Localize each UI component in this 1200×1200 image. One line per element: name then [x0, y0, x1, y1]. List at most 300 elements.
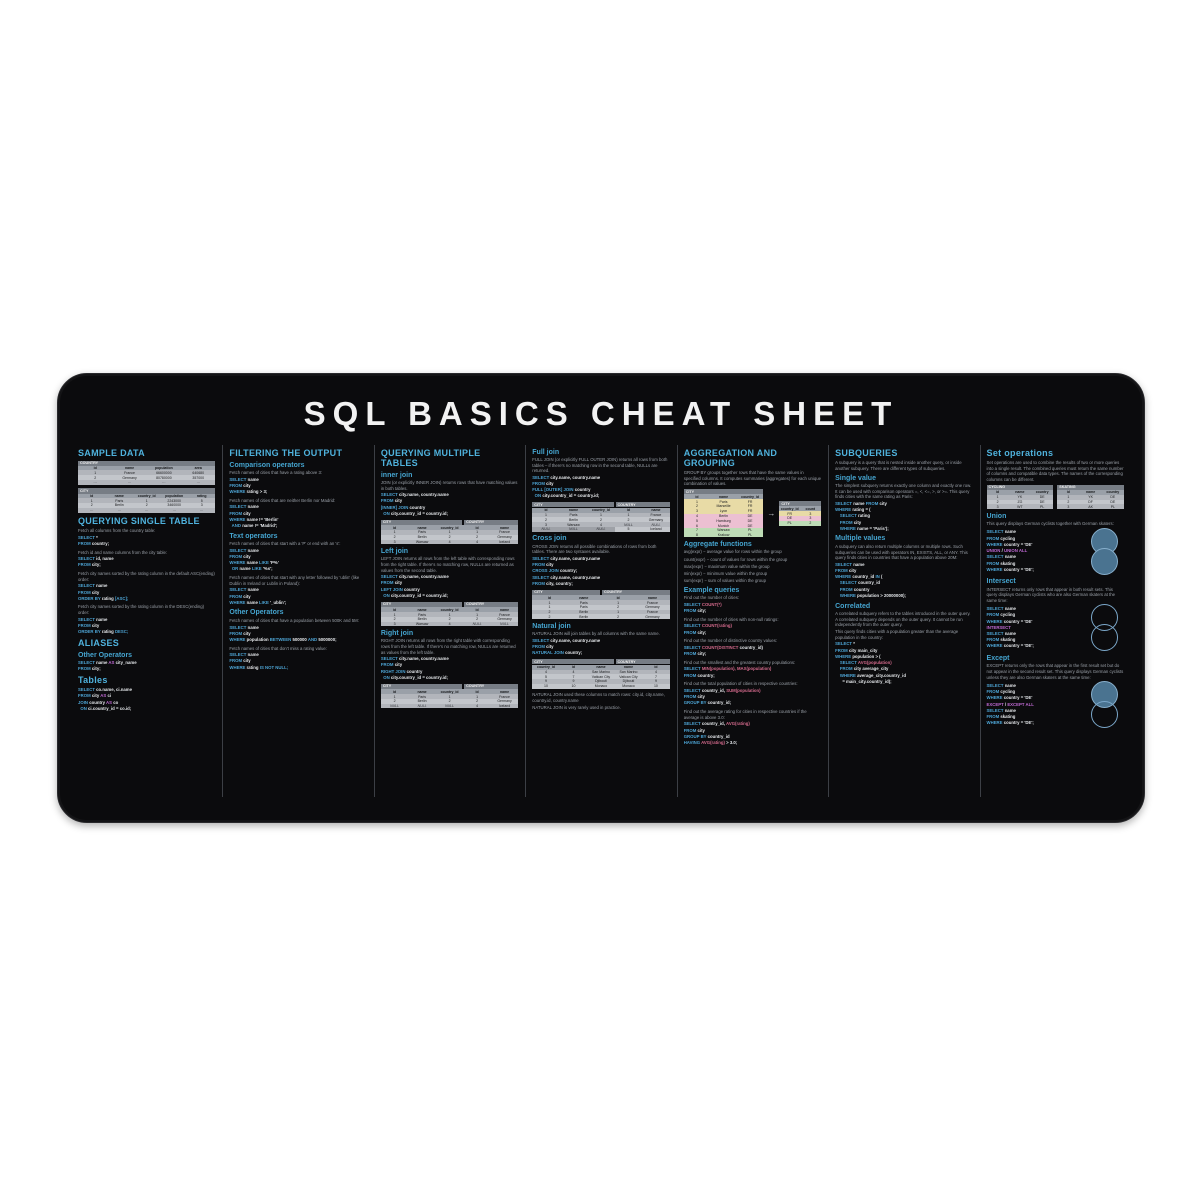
sql-token: WHERE	[229, 599, 247, 605]
table-title-row	[381, 684, 518, 689]
sql-token: country_id)	[739, 644, 763, 650]
table-cell: FR	[737, 499, 764, 504]
subsection-heading: Natural join	[532, 622, 571, 630]
sql-code-line	[229, 566, 366, 572]
table-header-cell: country_id	[737, 494, 764, 499]
table-cell: Paris	[105, 498, 132, 503]
sql-code-line	[78, 666, 215, 672]
sql-token: cycling	[1000, 612, 1016, 618]
sql-token: country.name	[420, 656, 449, 662]
table-row	[1057, 495, 1124, 500]
sql-code-block	[229, 504, 366, 529]
table-header-cell: name	[408, 689, 435, 694]
sql-token: country	[853, 586, 870, 592]
sql-token: city	[546, 562, 554, 568]
sql-token: SELECT	[683, 623, 702, 629]
table-cell: Paris	[567, 605, 601, 610]
sql-token: LIKE	[251, 566, 263, 572]
description-text: Fetch names of cities that don't miss a rating value:	[229, 645, 327, 651]
sql-token: FROM	[986, 714, 1001, 719]
sql-token: JOIN	[78, 699, 90, 705]
table-header-cell: id	[532, 595, 566, 600]
table-cell: 1	[987, 495, 1009, 500]
sql-code-block	[835, 562, 972, 599]
sql-token: WHERE	[986, 541, 1004, 547]
table-title: CITY	[532, 590, 600, 595]
description-text: Fetch names of cities that are neither Berlin nor Madrid:	[229, 497, 336, 503]
data-table	[78, 461, 215, 485]
sql-token: AVG(rating)	[726, 721, 750, 727]
table-cell: …	[160, 508, 187, 513]
table-grid	[78, 494, 215, 513]
table-cell: 5	[188, 498, 215, 503]
sql-token: co.id;	[119, 705, 132, 711]
sql-token: FROM	[986, 560, 1001, 566]
sql-code-line	[229, 637, 366, 643]
table-title: COUNTRY	[464, 520, 518, 525]
sql-token: city	[243, 593, 251, 599]
table-cell: Monaco	[615, 684, 642, 689]
sheet-title: SQL BASICS CHEAT SHEET	[303, 395, 899, 432]
sql-token: FROM	[683, 727, 698, 733]
table-header-row	[1057, 490, 1124, 495]
sheet-column-7	[980, 445, 1124, 797]
table-cell: FR	[737, 509, 764, 514]
sql-token: country_id;	[707, 700, 732, 706]
sql-token: SELECT	[839, 580, 859, 586]
sql-token: ON	[383, 510, 391, 516]
sql-token: city.country_id	[542, 493, 574, 499]
table-cell: 357000	[181, 475, 215, 480]
table-cell: DE	[737, 514, 764, 519]
subsection-heading: Correlated	[835, 602, 871, 610]
sql-token: name	[853, 561, 865, 567]
table-cell: Lyon	[710, 509, 737, 514]
join-result-table	[381, 602, 518, 627]
sql-code-line	[835, 679, 972, 685]
sql-token: AVG(population)	[857, 660, 892, 666]
sql-token: country	[1003, 695, 1021, 701]
table-title: CITY	[78, 488, 215, 493]
subsection-heading: Other Operators	[78, 651, 133, 659]
table-cell: PL	[737, 528, 764, 533]
table-title: CITY	[532, 659, 613, 664]
description-text: Fetch city names sorted by the rating column in the default ASC(ending) order:	[78, 571, 215, 582]
table-row	[987, 504, 1054, 509]
sql-token: SELECT	[986, 606, 1005, 612]
sql-token: ci.country_id	[88, 705, 116, 711]
table-cell: 2	[601, 614, 635, 619]
table-title-row	[381, 602, 518, 607]
table-cell: …	[105, 508, 132, 513]
table-row	[1057, 500, 1124, 505]
table-cell: …	[78, 508, 105, 513]
table-cell: NULL	[436, 704, 463, 709]
table-header-cell: population	[160, 494, 187, 499]
sql-token: WHERE	[835, 653, 853, 659]
sql-token: WHERE	[835, 507, 853, 513]
table-header-cell: id	[1057, 490, 1079, 495]
subsection-heading: Example queries	[683, 586, 740, 594]
table-cell: 5	[532, 674, 559, 679]
sql-token: AS	[106, 699, 114, 705]
sql-token: FROM	[78, 589, 92, 595]
sql-token: city	[546, 480, 554, 486]
venn-intersect-icon	[1088, 604, 1124, 651]
table-header-cell: name	[491, 525, 518, 530]
sql-token: SELECT	[532, 474, 551, 480]
sql-code-block	[532, 638, 669, 657]
sql-code-line	[381, 593, 518, 599]
sql-token: city.name,	[550, 637, 573, 643]
table-header-cell: country_id	[436, 525, 463, 530]
sql-token: 'DE';	[1024, 566, 1034, 572]
sql-token: NOT	[265, 664, 276, 670]
table-row	[684, 528, 764, 533]
sql-token: FROM	[78, 622, 92, 628]
table-cell: Berlin	[105, 503, 132, 508]
sheet-column-5	[677, 445, 821, 797]
sql-token: WHERE	[229, 489, 247, 495]
sql-token: SELECT	[835, 500, 854, 506]
table-cell: NULL	[587, 527, 614, 532]
table-cell: 80780000	[147, 475, 181, 480]
sql-token: name	[96, 583, 108, 589]
sql-code-block	[532, 475, 669, 500]
sql-token: country.name	[572, 637, 601, 643]
sql-token: 3;	[263, 489, 268, 495]
table-title: SKATING	[1057, 485, 1124, 490]
group-by-source-table	[684, 489, 764, 537]
table-cell: 3	[381, 622, 408, 627]
table-cell: 10	[642, 684, 669, 689]
table-cell: Berlin	[567, 610, 601, 615]
sql-token: country;	[555, 580, 573, 586]
sql-token: SELECT	[683, 721, 702, 727]
table-header-cell: id	[78, 466, 112, 471]
sql-code-line	[532, 493, 669, 499]
sql-token: country	[89, 699, 107, 705]
description-text: NATURAL JOIN used these columns to match rows: city.id, city.name, country.id, country.name	[532, 692, 665, 703]
table-cell: 2	[532, 610, 566, 615]
table-cell: France	[635, 610, 669, 615]
sql-code-line	[987, 643, 1084, 649]
table-header-cell: name	[408, 607, 435, 612]
table-cell: 1	[532, 605, 566, 610]
sql-token: SELECT	[683, 666, 702, 672]
sql-token: SELECT	[986, 529, 1005, 535]
sql-token: country_id	[858, 580, 881, 586]
section-heading: SUBQUERIES	[835, 448, 898, 458]
table-cell: DE	[1102, 495, 1124, 500]
sql-code-line	[684, 608, 821, 614]
sql-code-block	[381, 656, 518, 681]
sql-code-line	[835, 593, 972, 599]
sql-token: =	[1020, 695, 1025, 701]
sql-token: 'P%'	[270, 560, 279, 566]
sql-code-block	[78, 583, 215, 602]
sql-token: name	[1004, 631, 1016, 637]
table-header-cell: id	[381, 525, 408, 530]
table-header-cell: id	[684, 494, 711, 499]
sql-token: FROM	[229, 658, 244, 664]
table-header-cell: name	[491, 689, 518, 694]
sql-token: SELECT	[532, 574, 551, 580]
description-text: sum(expr) − sum of values within the group	[683, 577, 766, 583]
sql-token: ON	[534, 493, 543, 499]
table-grid	[532, 665, 669, 689]
sql-token: FROM	[78, 693, 92, 699]
sql-token: city.name,	[550, 555, 573, 561]
sql-token: name	[247, 476, 259, 482]
sql-token: city	[243, 630, 251, 636]
description-text: Find out the smallest and the greatest country populations:	[683, 659, 796, 665]
sql-token: WHERE	[986, 695, 1004, 701]
table-cell: 1	[381, 530, 408, 535]
description-text: FULL JOIN (or explicitly FULL OUTER JOIN) returns all rows from both tables – if there's no matching row in the second table, NULLs are returned.	[532, 457, 668, 474]
sql-code-line	[229, 523, 366, 529]
table-title-row	[532, 502, 669, 507]
sql-token: name	[102, 556, 114, 562]
sql-token: GROUP	[683, 700, 701, 706]
table-cell: Warsaw	[560, 522, 587, 527]
sql-token: 'DE';	[1024, 720, 1034, 726]
section-heading: AGGREGATION AND GROUPING	[683, 448, 778, 468]
table-cell: 1	[601, 610, 635, 615]
subsection-heading: Left join	[380, 547, 409, 555]
table-header-cell: country_id	[133, 494, 160, 499]
description-text: Set operations are used to combine the results of two or more queries into a single result. The combined queries must return the same number of columns and compatible data types. The names of the corresponding columns can be different.	[986, 460, 1124, 482]
sql-token: =	[115, 705, 120, 711]
table-title-row	[381, 520, 518, 525]
table-cell: NULL	[463, 622, 490, 627]
table-cell: 8	[684, 533, 711, 538]
table-cell: 2	[532, 614, 566, 619]
table-cell: PL	[1031, 504, 1053, 509]
table-cell: San Marino	[587, 670, 614, 675]
table-cell: AK	[1079, 504, 1101, 509]
skating-table	[1057, 485, 1124, 509]
table-cell: 2	[463, 535, 490, 540]
sql-token: city	[848, 567, 857, 573]
sql-token: 'Berlin'	[264, 516, 279, 522]
table-cell: 2	[436, 535, 463, 540]
table-cell: 640680	[181, 470, 215, 475]
sql-token: SELECT	[229, 624, 248, 630]
table-cell: WT	[1009, 504, 1031, 509]
sql-token: main_city.country_id);	[846, 678, 892, 684]
sql-token: >	[726, 739, 730, 745]
sql-code-block	[835, 641, 972, 685]
sql-token: FROM	[839, 586, 854, 592]
sheet-column-2	[222, 445, 366, 797]
table-header-cell: country_id	[436, 689, 463, 694]
description-text: JOIN (or explicitly INNER JOIN) returns rows that have matching values in both tables.	[380, 480, 518, 491]
table-row	[987, 495, 1054, 500]
table-cell: NULL	[381, 704, 408, 709]
table-cell: 2	[987, 500, 1009, 505]
table-cell: San Marino	[615, 670, 642, 675]
sql-token: !=	[254, 522, 260, 528]
table-cell: 2	[615, 517, 642, 522]
table-cell: 5	[615, 527, 642, 532]
sql-token: WHERE	[839, 672, 858, 678]
table-header-cell: id	[78, 494, 105, 499]
sql-token: name	[247, 587, 259, 593]
sql-token: FROM	[839, 666, 854, 672]
sql-token: city.name,	[399, 574, 421, 580]
sql-token: =	[1020, 541, 1025, 547]
description-text: LEFT JOIN returns all rows from the left table with corresponding rows from the right table. If there's no matching row, NULLs are returned as values from the second table.	[380, 556, 515, 573]
sql-token: city	[879, 500, 887, 506]
sql-code-line	[229, 665, 366, 671]
sql-token: FROM	[532, 480, 547, 486]
description-text: EXCEPT returns only the rows that appear in the first result set but do not appear in the second result set. This query displays German cyclists unless they are also German skaters at the same time:	[986, 663, 1124, 680]
table-cell: France	[635, 600, 669, 605]
sql-token: *	[853, 641, 855, 647]
sql-token: country	[1003, 566, 1021, 572]
sql-token: id,	[96, 556, 103, 562]
sql-token: skating	[1000, 637, 1016, 643]
table-cell: France	[491, 694, 518, 699]
sql-token: =	[573, 493, 578, 499]
table-cell: Berlin	[408, 617, 435, 622]
description-text: count(expr) − count of values for rows within the group	[683, 556, 788, 562]
sql-token: city	[848, 647, 858, 653]
table-cell: Monaco	[587, 684, 614, 689]
table-cell: 2243000	[160, 498, 187, 503]
sql-token: country.name	[420, 574, 449, 580]
sql-token: SELECT	[229, 652, 248, 658]
sql-token: 'Madrid';	[259, 522, 278, 528]
table-row	[684, 533, 764, 538]
subsection-heading: Except	[986, 654, 1010, 662]
sql-token: FROM	[683, 694, 698, 700]
sql-token: WHERE	[986, 720, 1004, 726]
sql-token: SELECT	[380, 656, 399, 662]
sql-token: ci	[107, 693, 112, 699]
table-cell: 4	[587, 522, 614, 527]
sql-token: city_name	[115, 659, 137, 665]
sql-token: SELECT	[835, 641, 854, 647]
table-cell: Iceland	[491, 540, 518, 545]
subsection-heading: Right join	[380, 629, 414, 637]
table-title: CITY	[381, 520, 462, 525]
sql-token: FROM	[78, 540, 92, 546]
sql-token: co	[113, 699, 119, 705]
table-header-cell: id	[560, 665, 587, 670]
table-row	[684, 509, 764, 514]
table-grid	[1057, 490, 1124, 509]
sql-token: 5000000;	[318, 636, 337, 642]
sql-token: country.id;	[426, 674, 448, 680]
table-cell: NULL	[560, 527, 587, 532]
sql-code-line	[78, 596, 215, 602]
table-cell: 2	[78, 475, 112, 480]
table-cell: 1	[463, 694, 490, 699]
sheet-column-1	[78, 445, 215, 797]
description-text: NATURAL JOIN is very rarely used in practice.	[532, 704, 621, 710]
group-by-result-table	[779, 501, 820, 525]
sql-token: ALL	[1025, 701, 1034, 707]
table-header-cell: population	[147, 466, 181, 471]
sheet-column-3	[374, 445, 518, 797]
sql-token: country.name	[572, 474, 601, 480]
table-cell: 6	[684, 523, 711, 528]
table-cell: 2	[436, 699, 463, 704]
sql-token: city	[243, 482, 251, 488]
sql-token: =	[1020, 618, 1025, 624]
table-header-cell: name	[408, 525, 435, 530]
sql-code-block	[229, 652, 366, 671]
sql-code-block	[987, 606, 1084, 650]
description-text: Find out the number of cities with non-null ratings:	[683, 616, 779, 622]
sql-token: WHERE	[229, 636, 247, 642]
table-cell: YK	[1079, 495, 1101, 500]
table-cell: 1	[684, 499, 711, 504]
sql-token: BY	[700, 700, 708, 706]
sql-token: FROM	[683, 672, 698, 678]
table-cell: 3	[381, 540, 408, 545]
description-text: Find out the number of distinctive country values:	[683, 638, 778, 644]
table-cell: Berlin	[567, 614, 601, 619]
sql-token: country	[1003, 618, 1021, 624]
description-text: Fetch city names sorted by the rating column in the DESC(ending) order:	[78, 604, 205, 616]
sql-token: city.name,	[399, 656, 421, 662]
sql-token: AVG(rating)	[701, 739, 727, 745]
sql-token: LIKE	[259, 599, 271, 605]
sql-token: =	[1020, 566, 1025, 572]
sql-token: ON	[80, 705, 89, 711]
table-cell: 7	[560, 674, 587, 679]
sql-token: name	[247, 547, 259, 553]
sql-token: city;	[697, 629, 707, 635]
table-grid	[684, 494, 764, 537]
sql-code-line	[78, 562, 215, 568]
sql-token: FROM	[380, 662, 395, 668]
table-cell: 10	[532, 684, 559, 689]
table-header-cell: id	[463, 689, 490, 694]
table-header-cell: name	[1079, 490, 1101, 495]
section-heading: QUERYING SINGLE TABLE	[78, 516, 200, 527]
table-header-cell: id	[381, 607, 408, 612]
table-cell: Iceland	[491, 704, 518, 709]
sql-token: JOIN	[563, 487, 575, 493]
table-cell: Hamburg	[710, 518, 737, 523]
sql-token: city	[394, 580, 403, 586]
sql-token: FROM	[835, 647, 849, 653]
table-cell: Paris	[408, 694, 435, 699]
table-row	[78, 480, 215, 485]
mousepad	[57, 373, 1145, 823]
sql-token: (	[879, 653, 881, 659]
table-header-row	[684, 494, 764, 499]
table-cell: Paris	[408, 530, 435, 535]
table-cell: 1	[532, 513, 559, 518]
sql-token: MIN(population),	[701, 666, 737, 672]
table-header-cell: id	[532, 508, 559, 513]
sql-token: SELECT	[229, 547, 248, 553]
table-cell: 1	[381, 694, 408, 699]
join-result-table	[532, 502, 669, 532]
table-title-row	[532, 590, 669, 595]
subsection-heading: Text operators	[229, 532, 278, 540]
table-cell: 2	[381, 617, 408, 622]
sql-token: BY	[700, 733, 708, 739]
table-cell: 4	[463, 704, 490, 709]
table-row	[684, 504, 764, 509]
sql-token: city	[91, 693, 101, 699]
